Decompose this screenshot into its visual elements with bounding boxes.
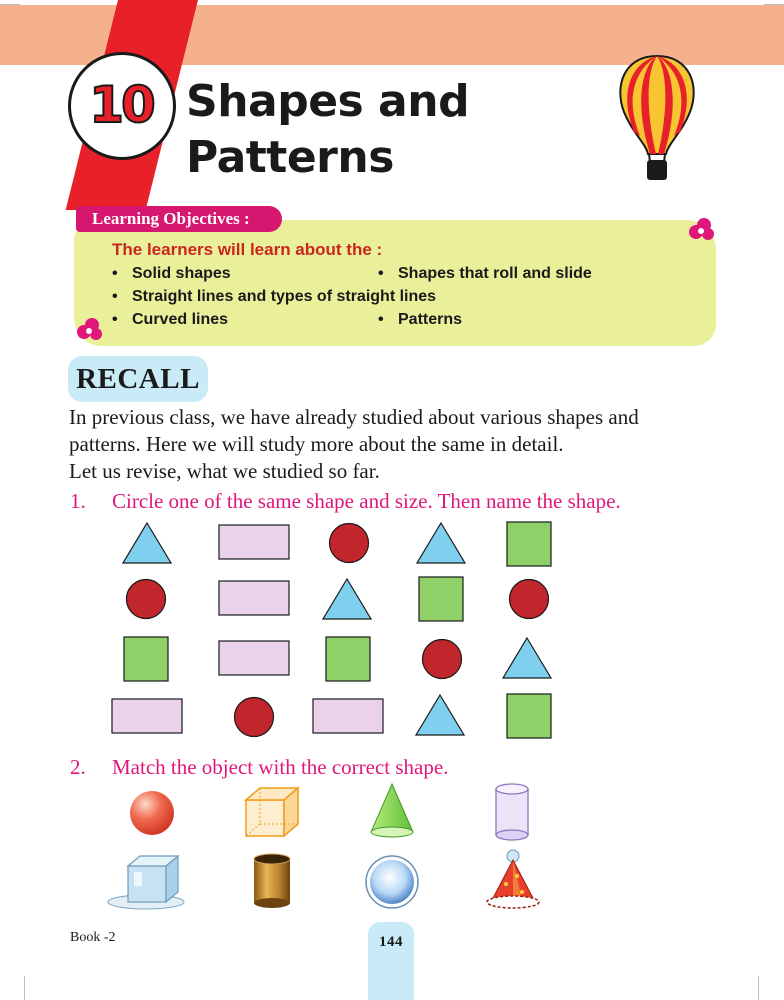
chapter-title — [186, 74, 469, 186]
shape-rectangle[interactable] — [218, 580, 290, 616]
objective-item: • Solid shapes — [112, 265, 231, 282]
question-number: 2. — [70, 755, 86, 779]
shape-circle[interactable] — [421, 638, 463, 680]
shape-triangle[interactable] — [416, 522, 466, 564]
question-text: Circle one of the same shape and size. Then name the shape. — [112, 489, 621, 513]
chapter-title-line1: Shapes and — [186, 76, 470, 127]
objective-item: • Shapes that roll and slide — [378, 265, 592, 282]
recall-heading: RECALL — [68, 356, 208, 402]
shape-rectangle[interactable] — [218, 524, 290, 560]
shape-circle[interactable] — [508, 578, 550, 620]
hot-air-balloon-icon — [612, 52, 702, 184]
cone-icon[interactable] — [368, 782, 416, 840]
objective-item: • Curved lines — [112, 311, 229, 328]
cube-icon[interactable] — [244, 786, 302, 838]
question-1 — [70, 489, 621, 514]
question-2 — [70, 755, 448, 780]
can-icon[interactable] — [252, 853, 292, 909]
chapter-number: 10 — [89, 76, 153, 134]
shape-square[interactable] — [418, 576, 464, 622]
shape-circle[interactable] — [233, 696, 275, 738]
chapter-title-line2: Patterns — [186, 132, 394, 183]
shape-square[interactable] — [506, 521, 552, 567]
shape-triangle[interactable] — [322, 578, 372, 620]
shape-triangle[interactable] — [415, 694, 465, 736]
ball-icon[interactable] — [364, 854, 420, 910]
page-number: 144 — [379, 934, 403, 950]
footer-book-label: Book -2 — [70, 930, 116, 945]
recall-paragraph-line: In previous class, we have already studied about various shapes and — [69, 405, 639, 429]
shape-rectangle[interactable] — [218, 640, 290, 676]
ice-cube-icon[interactable] — [106, 852, 192, 912]
objectives-intro: The learners will learn about the : — [112, 240, 383, 259]
objective-item: • Straight lines and types of straight lines — [112, 288, 437, 305]
shape-rectangle[interactable] — [111, 698, 183, 734]
recall-paragraph-line: patterns. Here we will study more about the same in detail. — [69, 432, 564, 456]
recall-revise-text: Let us revise, what we studied so far. — [69, 459, 380, 483]
shape-circle[interactable] — [125, 578, 167, 620]
shape-square[interactable] — [123, 636, 169, 682]
question-text: Match the object with the correct shape. — [112, 755, 449, 779]
objective-item: • Patterns — [378, 311, 463, 328]
flower-icon — [74, 316, 106, 344]
shape-square[interactable] — [506, 693, 552, 739]
crop-mark — [24, 976, 25, 1000]
shape-square[interactable] — [325, 636, 371, 682]
cylinder-icon[interactable] — [493, 782, 531, 842]
shape-circle[interactable] — [328, 522, 370, 564]
shape-triangle[interactable] — [502, 637, 552, 679]
party-hat-icon[interactable] — [484, 848, 542, 912]
objectives-tag: Learning Objectives : — [76, 206, 282, 232]
flower-icon — [686, 216, 718, 244]
crop-mark — [758, 976, 759, 1000]
sphere-icon[interactable] — [128, 789, 176, 837]
question-number: 1. — [70, 489, 86, 513]
shape-triangle[interactable] — [122, 522, 172, 564]
shape-rectangle[interactable] — [312, 698, 384, 734]
